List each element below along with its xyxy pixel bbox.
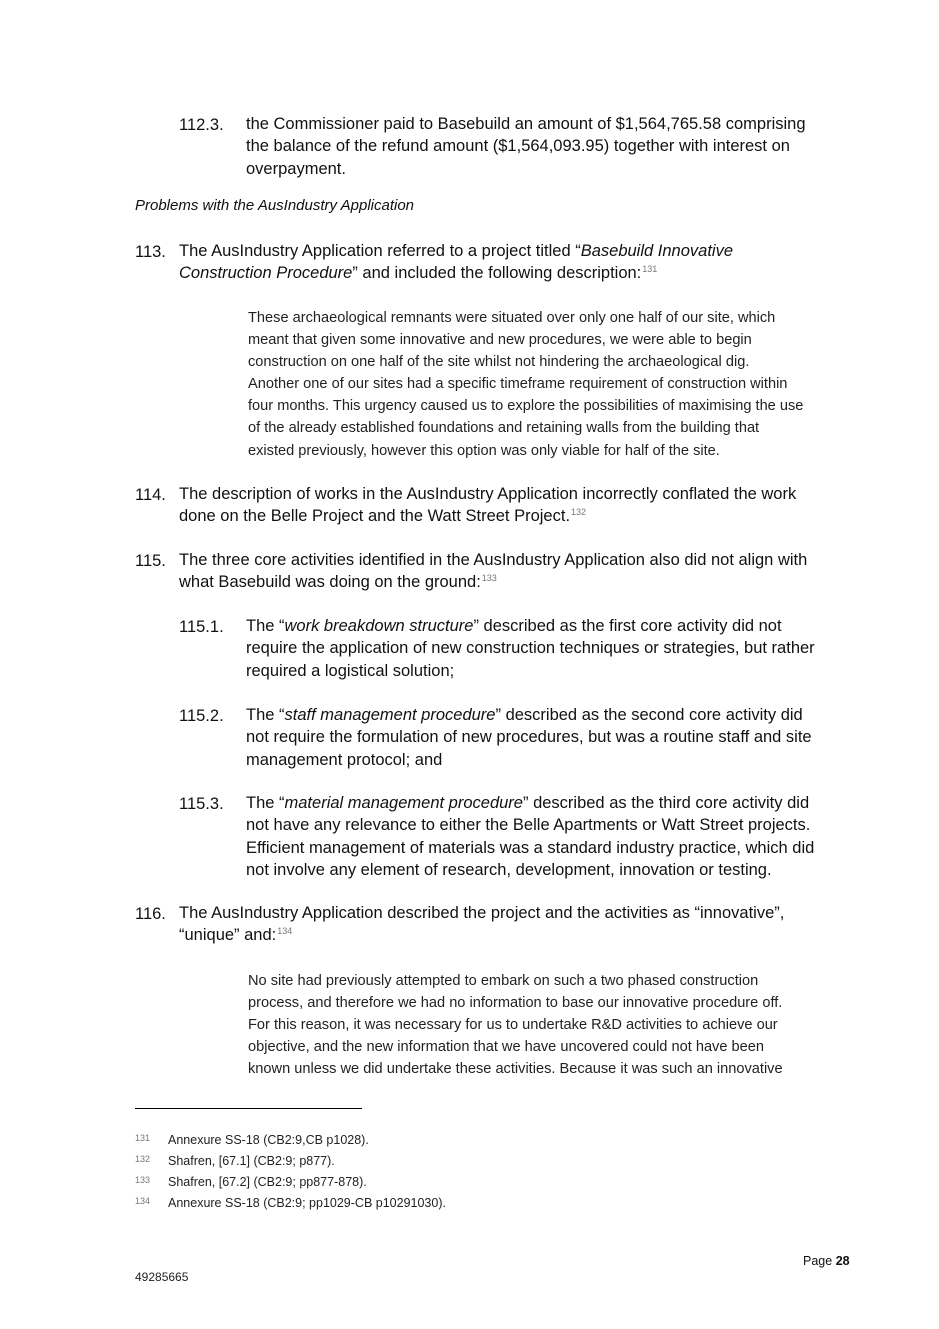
paragraph-114 — [179, 483, 879, 528]
paragraph-line: The description of works in the AusIndustry Application incorrectly conflated the work — [179, 485, 797, 503]
quote-line: No site had previously attempted to embark on such a two phased construction — [248, 973, 759, 989]
footnote-131 — [135, 1133, 369, 1147]
section-heading: Problems with the AusIndustry Application — [135, 197, 415, 214]
activity-name-italic: material management procedure — [284, 794, 523, 812]
paragraph-line: not require the formulation of new procedures, but was a routine staff and site — [246, 728, 812, 747]
footnote-ref-132[interactable]: 132 — [571, 506, 587, 517]
paragraph-line: The AusIndustry Application referred to a project titled “Basebuild Innovative — [179, 242, 733, 260]
paragraph-line: the Commissioner paid to Basebuild an amount of $1,564,765.58 comprising — [246, 115, 806, 133]
footnote-ref-134[interactable]: 134 — [277, 925, 293, 936]
paragraph-113 — [179, 240, 869, 285]
paragraph-line: Construction Procedure” and included the following description:$^{131}$ — [179, 263, 658, 283]
block-quote-2 — [248, 970, 858, 1080]
para-number-115-2: 115.2. — [179, 707, 224, 725]
paragraph-line: what Basebuild was doing on the ground:$^{133}$ — [179, 572, 497, 592]
footnote-134 — [135, 1196, 446, 1210]
paragraph-line: require the application of new construction techniques or strategies, but rather — [246, 639, 815, 658]
paragraph-line: The “material management procedure” described as the third core activity did — [246, 794, 810, 812]
activity-name-italic: work breakdown structure — [284, 617, 474, 635]
paragraph-line: “unique” and:$^{134}$ — [179, 925, 293, 945]
quote-line: existed previously, however this option was only viable for half of the site. — [248, 442, 720, 459]
project-title-italic: Construction Procedure — [179, 264, 353, 283]
quote-line: meant that given some innovative and new procedures, we were able to begin — [248, 332, 752, 349]
para-number-112-3: 112.3. — [179, 116, 224, 134]
footnote-number: 133 — [135, 1175, 151, 1185]
paragraph-115 — [179, 549, 879, 594]
activity-name-italic: staff management procedure — [284, 706, 496, 724]
footnote-ref-131[interactable]: 131 — [642, 263, 658, 274]
paragraph-line: required a logistical solution; — [246, 661, 455, 680]
paragraph-line: The three core activities identified in the AusIndustry Application also did not align with — [179, 551, 808, 569]
footnote-ref-133[interactable]: 133 — [481, 572, 497, 583]
para-number-115-3: 115.3. — [179, 795, 224, 813]
footnote-text: Shafren, [67.2] (CB2:9; pp877-878). — [168, 1175, 367, 1189]
project-title-italic: Basebuild Innovative — [580, 242, 733, 260]
quote-line: For this reason, it was necessary for us to undertake R&D activities to achieve our — [248, 1017, 778, 1034]
paragraph-line: The “staff management procedure” described as the second core activity did — [246, 706, 803, 724]
paragraph-115-2 — [246, 704, 866, 771]
para-number-116: 116. — [135, 905, 166, 923]
footnote-number: 131 — [135, 1133, 151, 1143]
footnote-133 — [135, 1175, 367, 1189]
paragraph-line: Efficient management of materials was a standard industry practice, which did — [246, 838, 815, 857]
paragraph-112-3 — [246, 113, 866, 180]
footnote-text: Annexure SS-18 (CB2:9,CB p1028). — [168, 1133, 369, 1147]
para-number-113: 113. — [135, 243, 166, 261]
paragraph-line: not have any relevance to either the Belle Apartments or Watt Street projects. — [246, 816, 811, 835]
quote-line: objective, and the new information that we have uncovered could not have been — [248, 1039, 764, 1056]
paragraph-line: management protocol; and — [246, 750, 443, 769]
paragraph-line: The “work breakdown structure” described as the first core activity did not — [246, 617, 782, 635]
paragraph-115-1 — [246, 615, 866, 682]
footnote-text: Shafren, [67.1] (CB2:9; p877). — [168, 1154, 335, 1168]
para-number-115: 115. — [135, 552, 166, 570]
block-quote-1 — [248, 307, 858, 462]
quote-line: These archaeological remnants were situated over only one half of our site, which — [248, 310, 776, 326]
footnote-number: 134 — [135, 1196, 151, 1206]
document-id: 49285665 — [135, 1270, 189, 1284]
page-number: 28 — [835, 1254, 850, 1268]
footnote-number: 132 — [135, 1154, 151, 1164]
footnote-132 — [135, 1154, 335, 1168]
paragraph-line: the balance of the refund amount ($1,564,093.95) together with interest on — [246, 137, 790, 156]
paragraph-line: done on the Belle Project and the Watt Street Project.$^{132}$ — [179, 506, 587, 526]
paragraph-line: The AusIndustry Application described the project and the activities as “innovative”, — [179, 904, 785, 922]
page-number-label: Page 28 — [803, 1254, 850, 1268]
quote-line: four months. This urgency caused us to explore the possibilities of maximising the use — [248, 398, 804, 415]
quote-line: process, and therefore we had no information to base our innovative procedure off. — [248, 995, 783, 1012]
quote-line: known unless we did undertake these activities. Because it was such an innovative — [248, 1061, 783, 1078]
para-number-115-1: 115.1. — [179, 618, 224, 636]
quote-line: of the already established foundations and retaining walls from the building that — [248, 420, 760, 437]
paragraph-line: overpayment. — [246, 159, 346, 178]
paragraph-line: not involve any element of research, development, innovation or testing. — [246, 860, 772, 879]
footnote-text: Annexure SS-18 (CB2:9; pp1029-CB p10291030). — [168, 1196, 446, 1210]
footnote-separator — [135, 1108, 362, 1109]
paragraph-115-3 — [246, 792, 866, 881]
quote-line: Another one of our sites had a specific timeframe requirement of construction within — [248, 376, 788, 393]
paragraph-116 — [179, 902, 879, 947]
para-number-114: 114. — [135, 486, 166, 504]
quote-line: construction on one half of the site whilst not hindering the archaeological dig. — [248, 354, 750, 371]
